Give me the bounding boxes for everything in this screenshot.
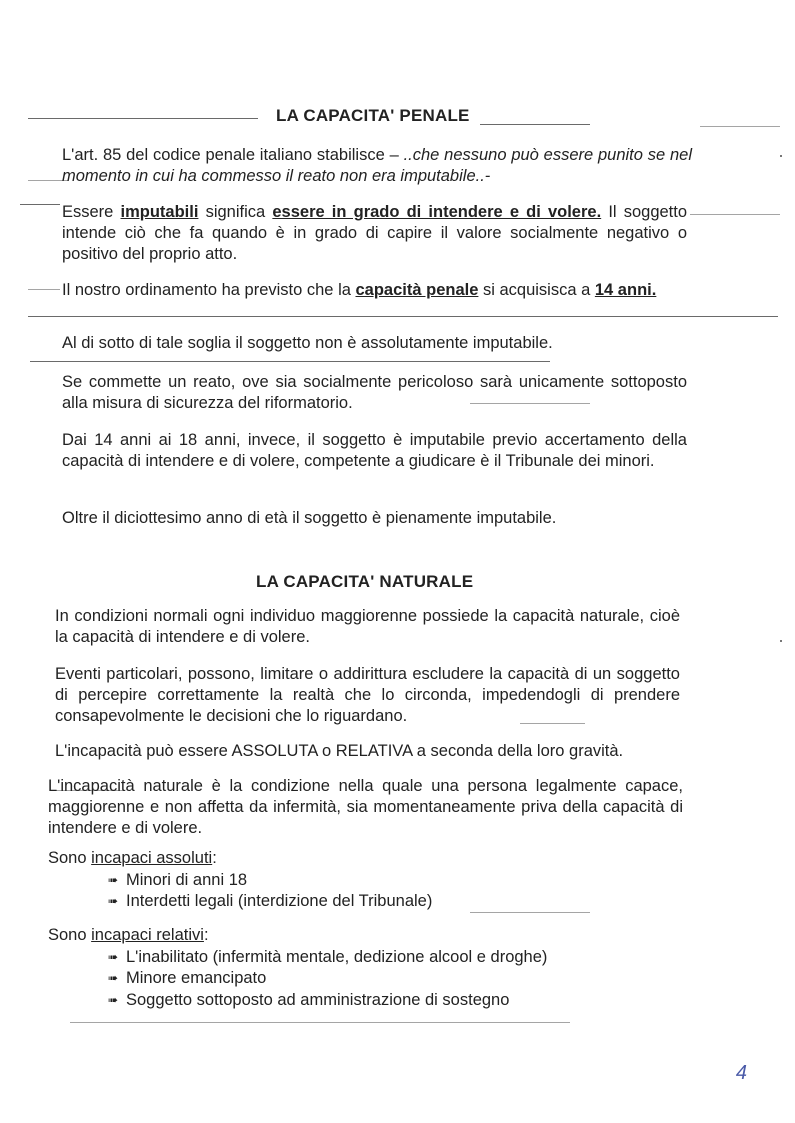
text-span: : <box>212 849 217 867</box>
list-item <box>108 947 547 968</box>
text-span: : <box>203 926 209 944</box>
rule-line <box>70 1022 570 1023</box>
text-span: L'art. 85 del codice penale italiano stabilisce – <box>62 146 404 164</box>
rule-line <box>28 316 778 317</box>
paragraph-riformatorio: Se commette un reato, ove sia socialmente pericoloso sarà unicamente sottoposto alla misura di sicurezza del riformatorio. <box>62 373 687 412</box>
arrow-right-icon: ➠ <box>108 971 119 985</box>
page-number: 4 <box>735 1062 747 1084</box>
text-span: significa <box>198 203 273 221</box>
arrow-right-icon: ➠ <box>108 873 119 887</box>
term-incapaci-relativi: incapaci relativi <box>91 926 204 944</box>
list-item <box>108 870 247 891</box>
paragraph-imputabili <box>62 202 687 265</box>
scan-mark <box>780 640 782 642</box>
list-item-text: Minori di anni 18 <box>126 871 248 889</box>
list-item-text: L'inabilitato (infermità mentale, dedizione alcool e droghe) <box>126 948 548 966</box>
paragraph-capacita-penale <box>62 280 687 301</box>
text-span: Sono <box>48 849 92 867</box>
list-item <box>108 968 266 989</box>
list-item <box>108 990 509 1011</box>
paragraph-14-18-anni: Dai 14 anni ai 18 anni, invece, il soggetto è imputabile previo accertamento della capacità di intendere e di volere, competente a giudicare è il Tribunale dei minori. <box>62 431 687 470</box>
list-item <box>108 891 432 912</box>
term-incapaci-assoluti: incapaci assoluti <box>91 849 213 867</box>
term-14-anni: 14 anni. <box>594 281 657 299</box>
rule-line <box>28 289 60 290</box>
term-imputabili: imputabili <box>120 203 199 221</box>
list-item-text: Interdetti legali (interdizione del Tribunale) <box>126 892 433 910</box>
arrow-right-icon: ➠ <box>108 993 119 1007</box>
paragraph-incapacita-naturale: L'incapacità naturale è la condizione nella quale una persona legalmente capace, maggiorenne e non affetta da infermità, sia momentaneamente priva della capacità di intendere e di volere. <box>48 777 683 837</box>
arrow-right-icon: ➠ <box>108 894 119 908</box>
paragraph-diciottesimo: Oltre il diciottesimo anno di età il soggetto è pienamente imputabile. <box>62 509 557 527</box>
rule-line <box>20 204 60 205</box>
paragraph-assoluta-relativa: L'incapacità può essere ASSOLUTA o RELATIVA a seconda della loro gravità. <box>55 742 624 760</box>
text-span: Il soggetto intende ciò che fa quando è in grado di capire il valore socialmente negativo o positivo del proprio atto. <box>62 203 688 263</box>
rule-line <box>480 124 590 125</box>
incapaci-relativi-heading <box>48 925 209 946</box>
section-title-capacita-penale: LA CAPACITA' PENALE <box>276 106 470 125</box>
list-item-text: Soggetto sottoposto ad amministrazione di sostegno <box>126 991 510 1009</box>
paragraph-condizioni-normali: In condizioni normali ogni individuo maggiorenne possiede la capacità naturale, cioè la capacità di intendere e di volere. <box>55 607 680 646</box>
list-item-text: Minore emancipato <box>126 969 267 987</box>
term-capacita-penale: capacità penale <box>355 281 479 299</box>
rule-line <box>470 912 590 913</box>
scan-mark <box>780 155 782 157</box>
arrow-right-icon: ➠ <box>108 950 119 964</box>
incapaci-assoluti-heading <box>48 848 217 869</box>
paragraph-eventi-particolari: Eventi particolari, possono, limitare o addirittura escludere la capacità di un soggetto di percepire correttamente la realtà che lo circonda, impedendogli di prendere consapevolmente le decisioni che lo riguardano. <box>55 665 680 725</box>
rule-line <box>28 118 258 119</box>
paragraph-art-85 <box>62 145 692 187</box>
text-span: Il nostro ordinamento ha previsto che la <box>62 281 356 299</box>
quote-text: ..che nessuno può essere punito se nel momento in cui ha commesso il reato non era imputabile..- <box>62 146 693 185</box>
rule-line <box>690 214 780 215</box>
term-definition: essere in grado di intendere e di volere. <box>272 203 602 221</box>
section-title-capacita-naturale: LA CAPACITA' NATURALE <box>256 572 474 591</box>
text-span: si acquisisca a <box>478 281 595 299</box>
text-span: Essere <box>62 203 121 221</box>
paragraph-sotto-soglia: Al di sotto di tale soglia il soggetto non è assolutamente imputabile. <box>62 334 553 352</box>
rule-line <box>30 361 550 362</box>
text-span: Sono <box>48 926 92 944</box>
rule-line <box>700 126 780 127</box>
